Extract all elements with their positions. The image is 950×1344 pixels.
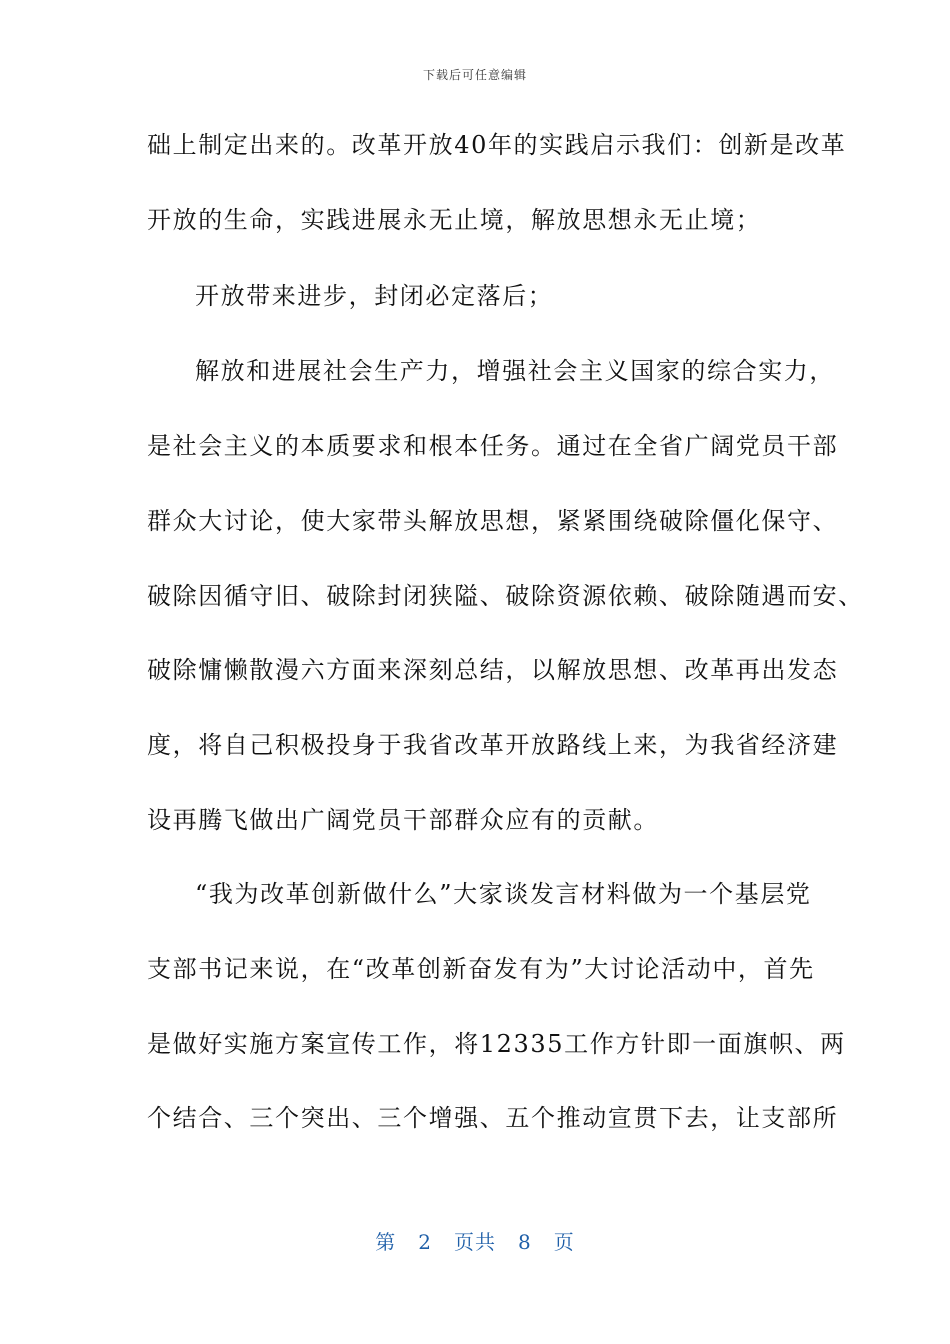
body-line-4: 解放和进展社会生产力，增强社会主义国家的综合实力， [195,357,835,385]
footer-total-pages: 8 [518,1230,532,1254]
body-line-3: 开放带来进步，封闭必定落后； [195,282,554,310]
body-line-2: 开放的生命，实践进展永无止境，解放思想永无止境； [147,206,762,234]
body-line-13: 是做好实施方案宣传工作，将12335工作方针即一面旗帜、两 [147,1030,846,1058]
page-footer [0,1226,950,1255]
body-line-9: 度，将自己积极投身于我省改革开放路线上来，为我省经济建 [147,731,839,759]
body-line-5: 是社会主义的本质要求和根本任务。通过在全省广阔党员干部 [147,432,839,460]
body-line-6: 群众大讨论，使大家带头解放思想，紧紧围绕破除僵化保守、 [147,507,839,535]
footer-page-end-word: 页 [553,1230,575,1254]
body-line-7: 破除因循守旧、破除封闭狭隘、破除资源依赖、破除随遇而安、 [147,582,864,610]
footer-page-word: 第 [375,1230,397,1254]
body-line-10: 设再腾飞做出广阔党员干部群众应有的贡献。 [147,806,659,834]
header-note: 下载后可任意编辑 [422,68,527,82]
body-line-12: 支部书记来说，在“改革创新奋发有为”大讨论活动中，首先 [147,955,815,983]
body-line-14: 个结合、三个突出、三个增强、五个推动宣贯下去，让支部所 [147,1104,839,1132]
body-line-11: “我为改革创新做什么”大家谈发言材料做为一个基层党 [195,880,812,908]
body-line-1: 础上制定出来的。改革开放40年的实践启示我们：创新是改革 [147,131,847,159]
footer-page-total-word: 页共 [454,1230,496,1254]
footer-current-page: 2 [418,1230,432,1254]
body-line-8: 破除慵懒散漫六方面来深刻总结，以解放思想、改革再出发态 [147,656,839,684]
